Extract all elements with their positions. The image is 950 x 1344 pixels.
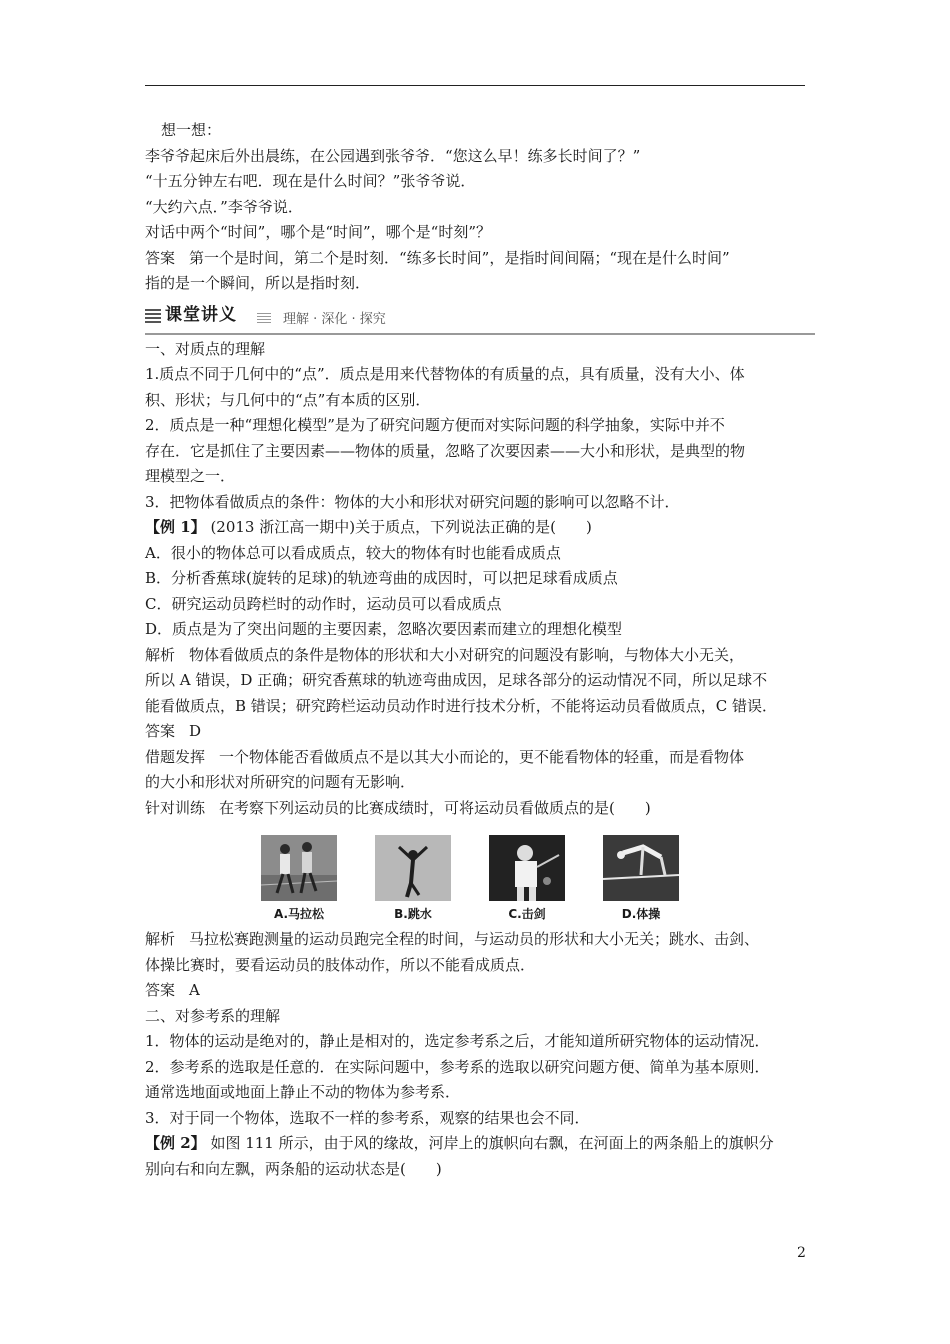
practice-answer xyxy=(145,978,815,1004)
example1-option: D．质点是为了突出问题的主要因素，忽略次要因素而建立的理想化模型 xyxy=(145,620,623,638)
tip-text: 一个物体能否看做质点不是以其大小而论的，更不能看物体的轻重，而是看物体 xyxy=(219,747,745,766)
example1-text: (2013 浙江高一期中)关于质点，下列说法正确的是( ) xyxy=(210,518,592,536)
example2-question xyxy=(145,1131,815,1157)
example1-option: C．研究运动员跨栏时的动作时，运动员可以看成质点 xyxy=(145,594,502,613)
example1-tip xyxy=(145,745,815,771)
part2-heading: 二、对参考系的理解 xyxy=(145,1006,281,1025)
section-rule xyxy=(145,333,815,335)
example1-option: A．很小的物体总可以看成质点，较大的物体有时也能看成质点 xyxy=(145,543,561,562)
photo-fencing xyxy=(485,835,569,923)
section-title: 课堂讲义 xyxy=(165,304,237,325)
fencing-photo-icon xyxy=(489,835,565,901)
intro-answer xyxy=(145,246,815,272)
practice-analysis xyxy=(145,927,815,953)
part1-line: 理模型之一． xyxy=(145,467,236,485)
analysis-text: 物体看做质点的条件是物体的形状和大小对研究的问题没有影响，与物体大小无关， xyxy=(189,645,745,664)
tip-label: 借题发挥 xyxy=(145,747,206,766)
example1-answer xyxy=(145,719,815,745)
part2-line: 1．物体的运动是绝对的，静止是相对的，选定参考系之后，才能知道所研究物体的运动情况． xyxy=(145,1032,770,1050)
photo-marathon xyxy=(257,835,341,923)
part1-line: 1.质点不同于几何中的“点”．质点是用来代替物体的有质量的点，具有质量，没有大小、体 xyxy=(145,365,745,383)
intro-line: “十五分钟左右吧．现在是什么时间？”张爷爷说． xyxy=(145,172,476,190)
example2-text: 如图 111 所示，由于风的缘故，河岸上的旗帜向右飘，在河面上的两条船上的旗帜分 xyxy=(210,1134,774,1152)
photo-caption: D.体操 xyxy=(621,907,661,921)
part1-line: 积、形状；与几何中的“点”有本质的区别． xyxy=(145,390,431,409)
part1-line: 存在．它是抓住了主要因素——物体的质量，忽略了次要因素——大小和形状，是典型的物 xyxy=(145,441,746,460)
example1-tip-cont: 的大小和形状对所研究的问题有无影响． xyxy=(145,773,416,791)
answer-label: 答案 xyxy=(145,981,176,999)
example1-question xyxy=(145,515,815,541)
intro-line: 对话中两个“时间”，哪个是“时间”，哪个是“时刻”？ xyxy=(145,223,492,241)
photo-caption: C.击剑 xyxy=(508,907,546,921)
section-subtitle: 理解 · 深化 · 探究 xyxy=(283,311,386,327)
analysis-text: 马拉松赛跑测量的运动员跑完全程的时间，与运动员的形状和大小无关；跳水、击剑、 xyxy=(189,930,760,948)
marathon-photo-icon xyxy=(261,835,337,901)
photo-diving xyxy=(371,835,455,923)
part2-line: 3．对于同一个物体，选取不一样的参考系，观察的结果也会不同． xyxy=(145,1108,590,1127)
part2-line: 2．参考系的选取是任意的．在实际问题中，参考系的选取以研究问题方便、简单为基本原则． xyxy=(145,1057,770,1076)
section-header xyxy=(145,299,815,335)
answer-value: A xyxy=(189,981,200,999)
header-stripes-icon xyxy=(145,309,161,323)
example1-tag: 【例 1】 xyxy=(145,518,206,536)
example2-question-cont: 别向右和向左飘，两条船的运动状态是( ) xyxy=(145,1159,442,1178)
diving-photo-icon xyxy=(375,835,451,901)
header-wedge-icon xyxy=(257,313,271,323)
part1-line: 3．把物体看做质点的条件：物体的大小和形状对研究问题的影响可以忽略不计． xyxy=(145,492,680,511)
answer-text: 第一个是时间，第二个是时刻．“练多长时间”，是指时间间隔；“现在是什么时间” xyxy=(189,248,730,267)
practice-text: 在考察下列运动员的比赛成绩时，可将运动员看做质点的是( ) xyxy=(219,798,651,817)
top-rule xyxy=(145,85,805,86)
example1-analysis xyxy=(145,643,815,669)
part2-line: 通常选地面或地面上静止不动的物体为参考系． xyxy=(145,1083,461,1101)
photo-gymnastics xyxy=(599,835,683,923)
analysis-label: 解析 xyxy=(145,930,176,948)
answer-value: D xyxy=(189,722,202,740)
photo-caption: B.跳水 xyxy=(394,907,432,921)
intro-line: “大约六点．”李爷爷说． xyxy=(145,197,303,216)
answer-label: 答案 xyxy=(145,248,176,267)
example2-tag: 【例 2】 xyxy=(145,1134,206,1152)
intro-answer-cont: 指的是一个瞬间，所以是指时刻． xyxy=(145,274,371,292)
practice-label: 针对训练 xyxy=(145,798,206,817)
intro-line: 李爷爷起床后外出晨练，在公园遇到张爷爷．“您这么早！练多长时间了？” xyxy=(145,146,641,165)
part1-line: 2．质点是一种“理想化模型”是为了研究问题方便而对实际问题的科学抽象，实际中并不 xyxy=(145,416,725,434)
answer-label: 答案 xyxy=(145,722,176,740)
photo-caption: A.马拉松 xyxy=(273,907,325,921)
analysis-label: 解析 xyxy=(145,645,176,664)
practice-images xyxy=(145,835,815,923)
example1-analysis-cont: 所以 A 错误，D 正确；研究香蕉球的轨迹弯曲成因，足球各部分的运动情况不同，所以足球不 xyxy=(145,671,768,689)
gymnastics-photo-icon xyxy=(603,835,679,901)
page-number: 2 xyxy=(797,1245,806,1261)
example1-option: B．分析香蕉球(旋转的足球)的轨迹弯曲的成因时，可以把足球看成质点 xyxy=(145,569,618,587)
example1-analysis-cont: 能看做质点，B 错误；研究跨栏运动员动作时进行技术分析，不能将运动员看做质点，C 错误． xyxy=(145,696,778,715)
part1-heading: 一、对质点的理解 xyxy=(145,339,266,358)
intro-heading: 想一想： xyxy=(161,121,222,139)
practice-question xyxy=(145,796,815,822)
practice-analysis-cont: 体操比赛时，要看运动员的肢体动作，所以不能看成质点． xyxy=(145,955,536,974)
page-content xyxy=(145,118,815,1182)
